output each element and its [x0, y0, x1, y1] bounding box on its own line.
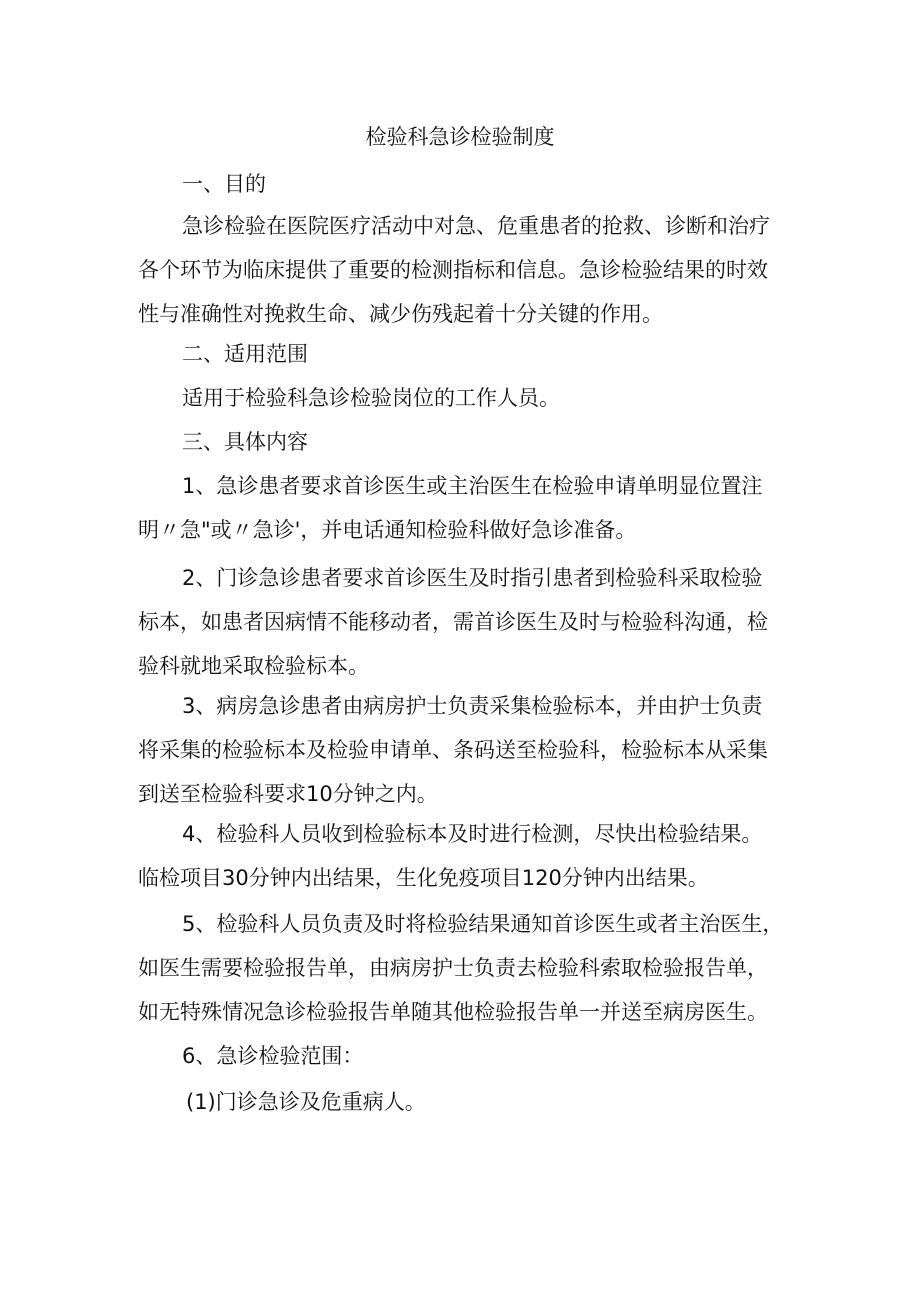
paragraph-line: 2、门诊急诊患者要求首诊医生及时指引患者到检验科采取检验 [182, 566, 763, 590]
paragraph-line: 各个环节为临床提供了重要的检测指标和信息。急诊检验结果的时效 [138, 258, 768, 282]
paragraph-item-6-sub1: (1)门诊急诊及危重病人。 [186, 1090, 426, 1114]
paragraph-line: 临检项目30分钟内出结果，生化免疫项目120分钟内出结果。 [138, 866, 709, 890]
paragraph-line: 4、检验科人员收到检验标本及时进行检测，尽快出检验结果。 [182, 822, 763, 846]
paragraph-line: 性与准确性对挽救生命、减少伤残起着十分关键的作用。 [138, 302, 663, 326]
paragraph-line: 验科就地采取检验标本。 [138, 654, 369, 678]
section-heading-purpose: 一、目的 [182, 172, 266, 196]
paragraph-line: 如医生需要检验报告单，由病房护士负责去检验科索取检验报告单， [138, 956, 768, 980]
paragraph-item-3 [138, 688, 793, 812]
paragraph-line: 明〃急"或〃急诊'，并电话通知检验科做好急诊准备。 [138, 518, 637, 542]
paragraph-item-6-heading: 6、急诊检验范围： [182, 1044, 364, 1068]
paragraph-line: 5、检验科人员负责及时将检验结果通知首诊医生或者主治医生， [182, 912, 784, 936]
paragraph-item-4 [138, 816, 793, 896]
paragraph-scope: 适用于检验科急诊检验岗位的工作人员。 [182, 386, 560, 410]
paragraph-line: 到送至检验科要求10分钟之内。 [138, 782, 438, 806]
section-heading-content: 三、具体内容 [182, 430, 308, 454]
paragraph-item-1 [138, 468, 793, 548]
section-heading-scope: 二、适用范围 [182, 342, 308, 366]
paragraph-line: 1、急诊患者要求首诊医生或主治医生在检验申请单明显位置注 [182, 474, 763, 498]
paragraph-line: 将采集的检验标本及检验申请单、条码送至检验科，检验标本从采集 [138, 738, 768, 762]
paragraph-item-2 [138, 560, 793, 684]
paragraph-line: 标本，如患者因病情不能移动者，需首诊医生及时与检验科沟通，检 [138, 610, 768, 634]
paragraph-line: 急诊检验在医院医疗活动中对急、危重患者的抢救、诊断和治疗 [182, 214, 770, 238]
paragraph-purpose [138, 208, 793, 332]
paragraph-item-5 [138, 906, 793, 1030]
paragraph-line: 如无特殊情况急诊检验报告单随其他检验报告单一并送至病房医生。 [138, 1000, 768, 1024]
document-title: 检验科急诊检验制度 [365, 125, 555, 149]
paragraph-line: 3、病房急诊患者由病房护士负责采集检验标本，并由护士负责 [182, 694, 763, 718]
